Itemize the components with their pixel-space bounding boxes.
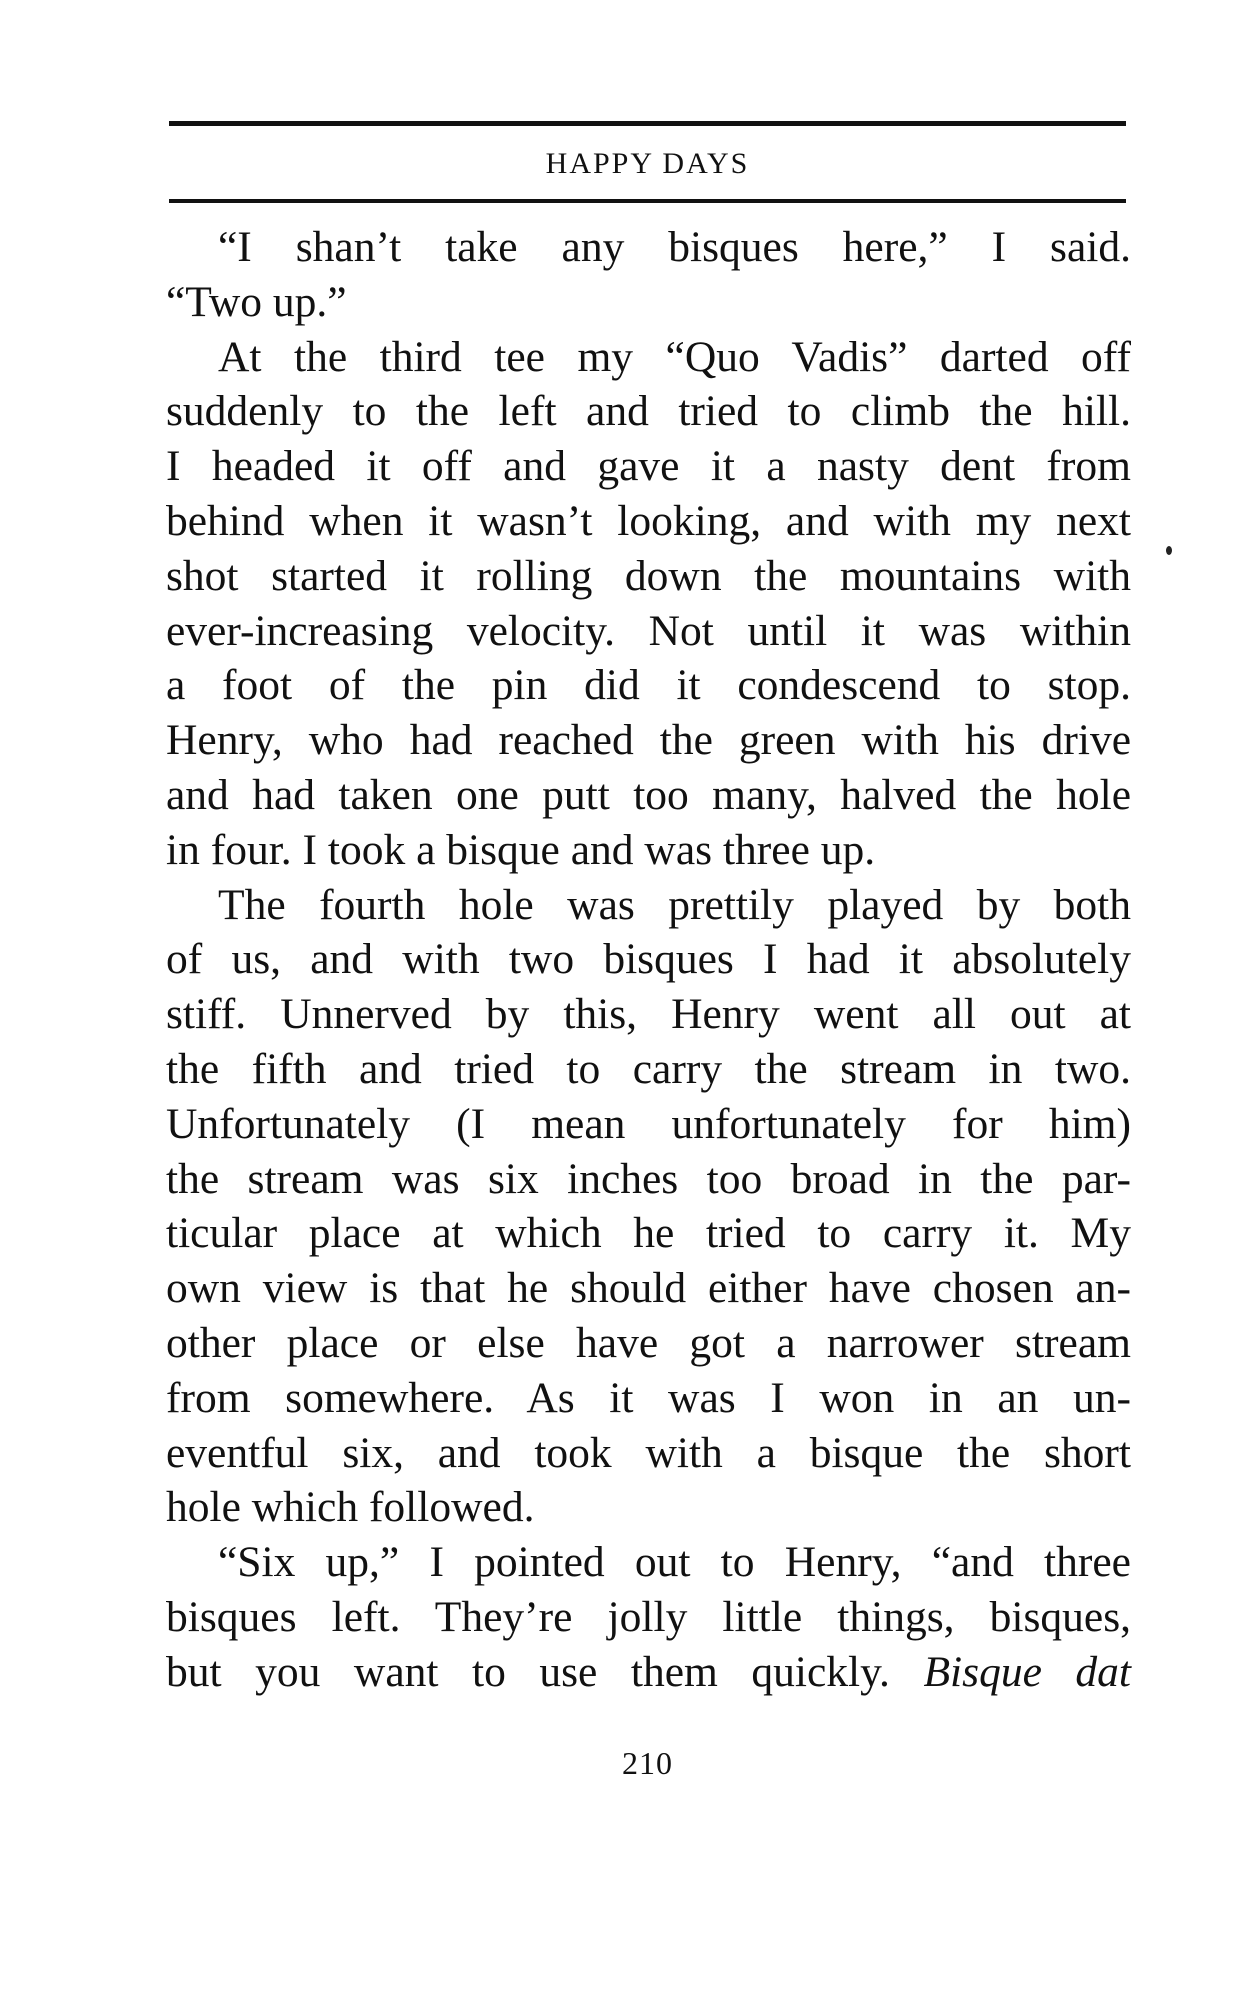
text-line: Unfortunately (I mean unfortunately for him) [166, 1099, 1131, 1148]
text-line-final [166, 1645, 1131, 1700]
header-rule-bottom [169, 199, 1126, 203]
text-line: hole which followed. [166, 1483, 535, 1532]
text-line: a foot of the pin did it condescend to stop. [166, 661, 1131, 710]
text-line: “Two up.” [166, 277, 347, 326]
text-line: the stream was six inches too broad in the par- [166, 1154, 1131, 1203]
text-line: and had taken one putt too many, halved the hole [166, 770, 1131, 819]
text-line: own view is that he should either have chosen an- [166, 1264, 1131, 1313]
text-line: shot started it rolling down the mountains with [166, 551, 1131, 600]
text-line: At the third tee my “Quo Vadis” darted off [218, 332, 1131, 381]
text-line: I headed it off and gave it a nasty dent from [166, 442, 1131, 491]
text-line: Henry, who had reached the green with his drive [166, 716, 1131, 765]
page-number: 210 [622, 1745, 673, 1781]
text-line: eventful six, and took with a bisque the short [166, 1428, 1131, 1477]
text-line: ticular place at which he tried to carry it. My [166, 1209, 1131, 1258]
text-line: bisques left. They’re jolly little things, bisques, [166, 1592, 1131, 1641]
header-rule-top [169, 121, 1126, 126]
text-line: behind when it wasn’t looking, and with my next [166, 496, 1131, 545]
text-line: The fourth hole was prettily played by both [218, 880, 1131, 929]
text-line-final-italic: Bisque dat [923, 1647, 1131, 1696]
ink-speck [1166, 546, 1172, 555]
text-line: of us, and with two bisques I had it absolutely [166, 935, 1131, 984]
text-line: stiff. Unnerved by this, Henry went all out at [166, 990, 1131, 1039]
text-line: ever-increasing velocity. Not until it was within [166, 606, 1131, 655]
text-line: “I shan’t take any bisques here,” I said. [218, 223, 1131, 271]
text-line: in four. I took a bisque and was three up. [166, 825, 876, 874]
text-line: from somewhere. As it was I won in an un- [166, 1373, 1131, 1422]
text-line-final-roman: but you want to use them quickly. [166, 1647, 890, 1696]
running-head: HAPPY DAYS [545, 147, 750, 180]
body-text [166, 220, 1131, 1700]
text-line: suddenly to the left and tried to climb the hill. [166, 387, 1131, 436]
text-line: “Six up,” I pointed out to Henry, “and three [218, 1538, 1131, 1587]
text-line: other place or else have got a narrower stream [166, 1318, 1131, 1367]
text-line: the fifth and tried to carry the stream in two. [166, 1044, 1131, 1093]
